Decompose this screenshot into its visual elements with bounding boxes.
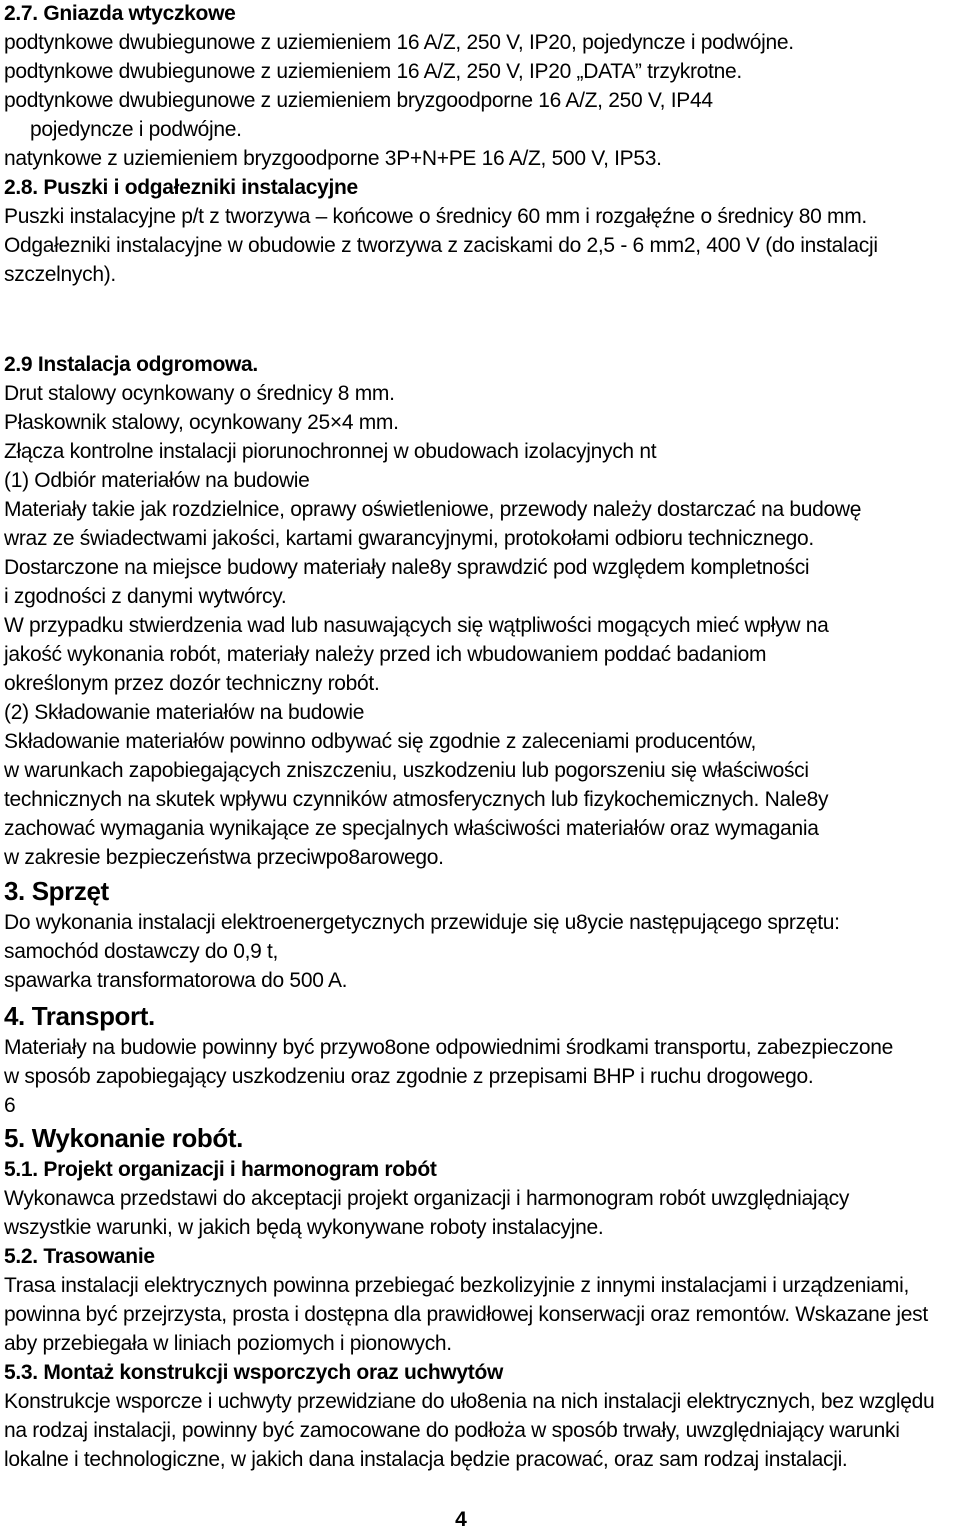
text-line: Drut stalowy ocynkowany o średnicy 8 mm.: [4, 382, 395, 405]
text-line: Płaskownik stalowy, ocynkowany 25×4 mm.: [4, 411, 399, 434]
text-line: lokalne i technologiczne, w jakich dana instalacja będzie pracować, oraz sam rodzaj instalacji.: [4, 1448, 848, 1471]
section-heading-5-3: 5.3. Montaż konstrukcji wsporczych oraz uchwytów: [4, 1361, 504, 1384]
stray-page-marker: 6: [4, 1094, 16, 1117]
text-line: technicznych na skutek wpływu czynników atmosferycznych lub fizykochemicznych. Nale8y: [4, 788, 829, 811]
section-heading-2-9: 2.9 Instalacja odgromowa.: [4, 353, 258, 376]
text-line: szczelnych).: [4, 263, 116, 286]
text-line: podtynkowe dwubiegunowe z uziemieniem 16 A/Z, 250 V, IP20, pojedyncze i podwójne.: [4, 31, 794, 54]
text-line: Materiały na budowie powinny być przywo8one odpowiednimi środkami transportu, zabezpieczone: [4, 1036, 894, 1059]
text-line: na rodzaj instalacji, powinny być zamocowane do podłoża w sposób trwały, uwzględniający warunki: [4, 1419, 900, 1442]
text-line: Wykonawca przedstawi do akceptacji projekt organizacji i harmonogram robót uwzględniający: [4, 1187, 850, 1210]
text-line: w warunkach zapobiegających zniszczeniu, uszkodzeniu lub pogorszeniu się właściwości: [4, 759, 809, 782]
text-line: Dostarczone na miejsce budowy materiały nale8y sprawdzić pod względem kompletności: [4, 556, 810, 579]
section-heading-2-8: 2.8. Puszki i odgałezniki instalacyjne: [4, 176, 358, 199]
text-line: Trasa instalacji elektrycznych powinna przebiegać bezkolizyjnie z innymi instalacjami i urządzeniami,: [4, 1274, 909, 1297]
text-line: samochód dostawczy do 0,9 t,: [4, 940, 279, 963]
text-line: w sposób zapobiegający uszkodzeniu oraz zgodnie z przepisami BHP i ruchu drogowego.: [4, 1065, 814, 1088]
text-line: Materiały takie jak rozdzielnice, oprawy oświetleniowe, przewody należy dostarczać na budowę: [4, 498, 862, 521]
text-line: Odgałezniki instalacyjne w obudowie z tworzywa z zaciskami do 2,5 - 6 mm2, 400 V (do instalacji: [4, 234, 878, 257]
text-line: podtynkowe dwubiegunowe z uziemieniem bryzgoodporne 16 A/Z, 250 V, IP44: [4, 89, 713, 112]
text-line: w zakresie bezpieczeństwa przeciwpo8arowego.: [4, 846, 444, 869]
section-heading-2-7: 2.7. Gniazda wtyczkowe: [4, 2, 236, 25]
text-line: Konstrukcje wsporcze i uchwyty przewidziane do uło8enia na nich instalacji elektrycznych, bez względu: [4, 1390, 935, 1413]
text-line: Złącza kontrolne instalacji piorunochronnej w obudowach izolacyjnych nt: [4, 440, 657, 463]
section-heading-5-1: 5.1. Projekt organizacji i harmonogram robót: [4, 1158, 437, 1181]
section-heading-5: 5. Wykonanie robót.: [4, 1123, 243, 1153]
text-line: spawarka transformatorowa do 500 A.: [4, 969, 348, 992]
text-line: Do wykonania instalacji elektroenergetycznych przewiduje się u8ycie następującego sprzętu:: [4, 911, 840, 934]
text-line: zachować wymagania wynikające ze specjalnych właściwości materiałów oraz wymagania: [4, 817, 819, 840]
page-number: 4: [455, 1508, 467, 1531]
section-heading-5-2: 5.2. Trasowanie: [4, 1245, 155, 1268]
text-line: natynkowe z uziemieniem bryzgoodporne 3P+N+PE 16 A/Z, 500 V, IP53.: [4, 147, 662, 170]
text-line: podtynkowe dwubiegunowe z uziemieniem 16 A/Z, 250 V, IP20 „DATA” trzykrotne.: [4, 60, 742, 83]
text-line: powinna być przejrzysta, prosta i dostępna dla prawidłowej konserwacji oraz remontów. Wskazane jest: [4, 1303, 928, 1326]
text-line: wraz ze świadectwami jakości, kartami gwarancyjnymi, protokołami odbioru technicznego.: [4, 527, 814, 550]
text-line-indented: pojedyncze i podwójne.: [30, 118, 242, 141]
text-line: Puszki instalacyjne p/t z tworzywa – końcowe o średnicy 60 mm i rozgałęźne o średnicy 80 mm.: [4, 205, 867, 228]
section-heading-3: 3. Sprzęt: [4, 876, 109, 906]
text-line: Składowanie materiałów powinno odbywać się zgodnie z zaleceniami producentów,: [4, 730, 757, 753]
text-line: i zgodności z danymi wytwórcy.: [4, 585, 287, 608]
section-heading-4: 4. Transport.: [4, 1001, 155, 1031]
text-line: określonym przez dozór techniczny robót.: [4, 672, 380, 695]
subsection-label: (2) Składowanie materiałów na budowie: [4, 701, 365, 724]
text-line: wszystkie warunki, w jakich będą wykonywane roboty instalacyjne.: [4, 1216, 604, 1239]
text-line: jakość wykonania robót, materiały należy przed ich wbudowaniem poddać badaniom: [4, 643, 767, 666]
subsection-label: (1) Odbiór materiałów na budowie: [4, 469, 310, 492]
text-line: aby przebiegała w liniach poziomych i pionowych.: [4, 1332, 452, 1355]
text-line: W przypadku stwierdzenia wad lub nasuwających się wątpliwości mogących mieć wpływ na: [4, 614, 829, 637]
